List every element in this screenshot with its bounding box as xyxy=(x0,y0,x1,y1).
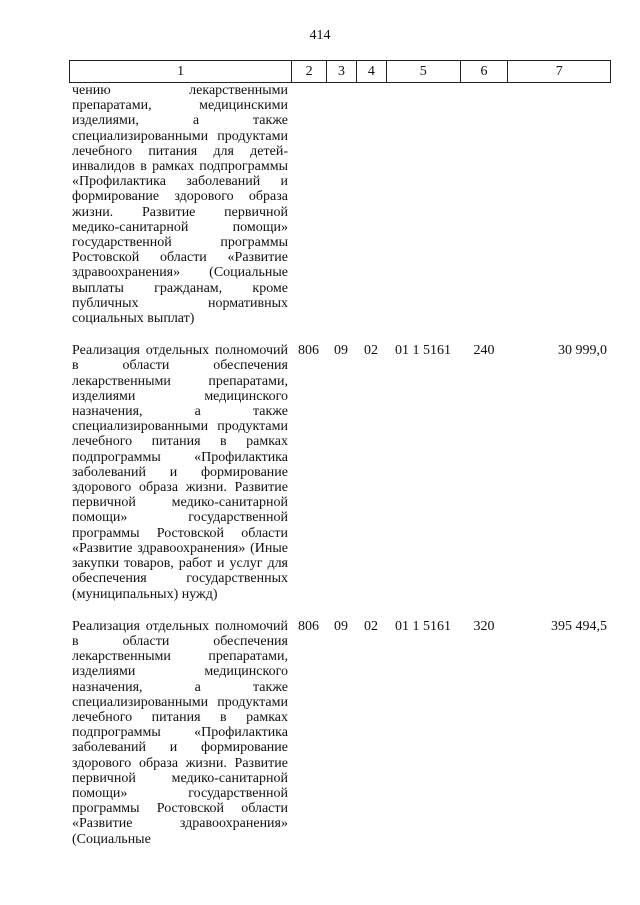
row-target-article: 01 1 5161 xyxy=(395,618,451,634)
header-col-4: 4 xyxy=(356,61,386,82)
header-col-6: 6 xyxy=(460,61,508,82)
row-target-article: 01 1 5161 xyxy=(395,343,451,359)
header-col-5: 5 xyxy=(386,61,460,82)
header-col-1: 1 xyxy=(177,64,185,79)
row-amount: 30 999,0 xyxy=(558,343,607,359)
table-row xyxy=(69,83,611,326)
row-section-code xyxy=(326,83,356,326)
row-amount: 395 494,5 xyxy=(551,618,607,634)
row-expense-type: 240 xyxy=(473,343,495,359)
header-col-7: 7 xyxy=(507,61,610,82)
row-subsection-code: 02 xyxy=(364,618,378,634)
row-description: Реализация отдельных полномочий в области обеспечения лекарственными препаратами, изделиями медицинского назначения, а также специализированными продуктами лечебного питания в рамках подпрограммы «Профилактика заболеваний и формирование здорового образа жизни. Развитие первичной медико-санитарной помощи» государственной программы Ростовской области «Развитие здравоохранения» (Социальные xyxy=(72,618,288,847)
row-description: Реализация отдельных полномочий в области обеспечения лекарственными препаратами, изделиями медицинского назначения, а также специализированными продуктами лечебного питания в рамках подпрограммы «Профилактика заболеваний и формирование здорового образа жизни. Развитие первичной медико-санитарной помощи» государственной программы Ростовской области «Развитие здравоохранения» (Иные закупки товаров, работ и услуг для обеспечения государственных (муниципальных) нужд) xyxy=(72,343,288,602)
row-section-code: 09 xyxy=(334,618,348,634)
row-target-article xyxy=(386,83,460,326)
row-subsection-code: 02 xyxy=(364,343,378,359)
row-expense-type: 320 xyxy=(473,618,495,634)
table-row xyxy=(69,343,611,601)
row-amount xyxy=(508,83,611,326)
row-ministry-code: 806 xyxy=(298,343,319,359)
row-ministry-code xyxy=(291,83,326,326)
row-description: чению лекарственными препаратами, медицинскими изделиями, а также специализированными продуктами лечебного питания для детей-инвалидов в рамках подпрограммы «Профилактика заболеваний и формирование здорового образа жизни. Развитие первичной медико-санитарной помощи» государственной программы Ростовской области «Развитие здравоохранения» (Социальные выплаты гражданам, кроме публичных нормативных социальных выплат) xyxy=(72,83,288,327)
table-row xyxy=(69,619,611,847)
row-ministry-code: 806 xyxy=(298,618,319,634)
table-body xyxy=(69,83,611,864)
row-expense-type xyxy=(460,83,508,326)
page-number: 414 xyxy=(309,28,331,43)
row-subsection-code xyxy=(356,83,386,326)
header-col-3: 3 xyxy=(326,61,356,82)
table-header xyxy=(69,60,611,83)
row-section-code: 09 xyxy=(334,343,348,359)
header-col-2: 2 xyxy=(291,61,326,82)
